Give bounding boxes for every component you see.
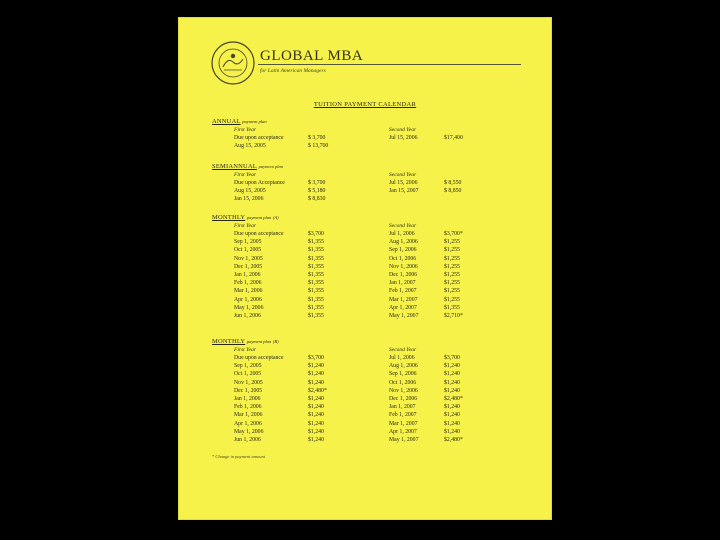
brand-divider <box>258 64 521 65</box>
plan-section <box>212 117 532 150</box>
first-year-payment-date: Jan 1, 2006 <box>234 396 261 402</box>
second-year-payment-date: Nov 1, 2006 <box>389 387 418 394</box>
second-year-payment-amount: $1,240 <box>444 404 460 411</box>
second-year-payment-date: Dec 1, 2006 <box>389 396 418 402</box>
second-year-payment-amount: $ 8,550 <box>444 180 462 186</box>
second-year-payment-amount: $1,255 <box>444 263 460 270</box>
plan-tag: (B) <box>272 339 279 344</box>
first-year-payment-date: Jun 1, 2006 <box>234 437 261 443</box>
second-year-payment-date: Aug 1, 2006 <box>389 239 418 246</box>
first-year-payment-amount: $1,240 <box>308 379 324 386</box>
first-year-payment-date: Jan 15, 2006 <box>234 196 264 203</box>
first-year-payment-amount: $1,355 <box>308 247 324 254</box>
first-year-payment-date: Jun 1, 2006 <box>234 313 261 319</box>
first-year-payment-amount: $1,355 <box>308 296 324 303</box>
first-year-payment-date: Apr 1, 2006 <box>234 296 262 303</box>
first-year-payment-amount: $1,355 <box>308 263 324 270</box>
first-year-payment-date: Sep 1, 2005 <box>234 363 262 370</box>
plan-name: SEMIANNUAL <box>212 163 257 170</box>
second-year-payment-amount: $2,710* <box>444 313 463 319</box>
second-year-payment-amount: $1,240 <box>444 412 460 419</box>
second-year-payment-amount: $1,255 <box>444 255 460 262</box>
institution-seal-icon <box>210 40 256 86</box>
second-year-payment-amount: $1,255 <box>444 288 460 295</box>
first-year-payment-date: Aug 15, 2005 <box>234 188 266 195</box>
second-year-payment-date: Jan 15, 2007 <box>389 188 419 195</box>
second-year-payment-date: Jul 1, 2006 <box>389 231 415 237</box>
second-year-payment-amount: $1,240 <box>444 379 460 386</box>
second-year-payment-date: Oct 1, 2006 <box>389 379 417 386</box>
first-year-payment-date: Due upon acceptance <box>234 231 284 237</box>
second-year-payment-amount: $2,480* <box>444 437 463 443</box>
first-year-payment-date: Nov 1, 2005 <box>234 379 263 386</box>
plan-section <box>212 162 532 203</box>
second-year-payment-date: Jan 1, 2007 <box>389 404 416 411</box>
first-year-payment-date: Feb 1, 2006 <box>234 280 262 287</box>
first-year-payment-date: Nov 1, 2005 <box>234 255 263 262</box>
second-year-payment-amount: $1,240 <box>444 363 460 370</box>
first-year-payment-date: Feb 1, 2006 <box>234 404 262 411</box>
plan-heading <box>212 337 532 346</box>
first-year-payment-amount: $3,700 <box>308 231 324 237</box>
second-year-label: Second Year <box>389 127 417 133</box>
first-year-payment-date: Due upon acceptance <box>234 135 284 141</box>
second-year-payment-date: Jul 1, 2006 <box>389 355 415 361</box>
second-year-label: Second Year <box>389 172 417 178</box>
first-year-payment-amount: $1,240 <box>308 437 324 443</box>
second-year-payment-date: Sep 1, 2006 <box>389 371 417 378</box>
brand-tagline: for Latin American Managers <box>260 68 326 74</box>
first-year-payment-amount: $1,355 <box>308 280 324 287</box>
second-year-payment-date: Sep 1, 2006 <box>389 247 417 254</box>
first-year-payment-date: Mar 1, 2006 <box>234 288 263 295</box>
first-year-payment-amount: $1,355 <box>308 304 324 311</box>
first-year-payment-date: Oct 1, 2005 <box>234 247 262 254</box>
first-year-payment-amount: $1,240 <box>308 420 324 427</box>
plan-section <box>212 337 532 443</box>
second-year-payment-amount: $1,240 <box>444 428 460 435</box>
second-year-payment-date: May 1, 2007 <box>389 313 419 319</box>
first-year-payment-date: Sep 1, 2005 <box>234 239 262 246</box>
second-year-payment-amount: $1,255 <box>444 239 460 246</box>
first-year-payment-amount: $1,240 <box>308 363 324 370</box>
second-year-payment-date: Dec 1, 2006 <box>389 272 418 278</box>
second-year-payment-amount: $1,255 <box>444 247 460 254</box>
brand-name: GLOBAL MBA <box>260 48 364 64</box>
first-year-payment-amount: $1,240 <box>308 396 324 402</box>
first-year-payment-date: Jan 1, 2006 <box>234 272 261 278</box>
second-year-payment-amount: $3,700 <box>444 355 460 361</box>
plan-section <box>212 213 532 319</box>
first-year-payment-date: Due upon acceptance <box>234 355 284 361</box>
second-year-payment-date: Nov 1, 2006 <box>389 263 418 270</box>
plan-name: ANNUAL <box>212 118 241 125</box>
plan-tag: (A) <box>272 215 279 220</box>
second-year-payment-date: Mar 1, 2007 <box>389 296 418 303</box>
document-page <box>178 17 552 520</box>
first-year-payment-amount: $1,355 <box>308 272 324 278</box>
second-year-payment-amount: $17,400 <box>444 135 463 141</box>
plan-heading <box>212 213 532 222</box>
first-year-payment-amount: $ 8,830 <box>308 196 326 203</box>
second-year-label: Second Year <box>389 223 417 229</box>
first-year-payment-date: Dec 1, 2005 <box>234 387 263 394</box>
second-year-payment-amount: $1,255 <box>444 272 460 278</box>
first-year-payment-amount: $ 13,700 <box>308 143 329 150</box>
second-year-payment-date: Mar 1, 2007 <box>389 420 418 427</box>
second-year-payment-amount: $1,255 <box>444 296 460 303</box>
first-year-payment-amount: $1,355 <box>308 255 324 262</box>
second-year-payment-date: Apr 1, 2007 <box>389 428 417 435</box>
first-year-payment-date: May 1, 2006 <box>234 304 264 311</box>
first-year-payment-amount: $1,355 <box>308 288 324 295</box>
second-year-payment-date: Jul 15, 2006 <box>389 135 418 141</box>
first-year-label: First Year <box>234 127 256 133</box>
first-year-payment-amount: $1,355 <box>308 313 324 319</box>
second-year-payment-date: Oct 1, 2006 <box>389 255 417 262</box>
second-year-payment-amount: $1,240 <box>444 387 460 394</box>
plan-suffix: payment plan <box>246 339 272 344</box>
first-year-payment-amount: $1,240 <box>308 428 324 435</box>
plan-suffix: payment plan <box>242 119 267 124</box>
second-year-payment-date: Feb 1, 2007 <box>389 288 417 295</box>
plan-heading <box>212 162 532 171</box>
second-year-payment-amount: $2,480* <box>444 396 463 402</box>
first-year-payment-amount: $2,480* <box>308 387 327 394</box>
plan-name: MONTHLY <box>212 214 246 221</box>
second-year-payment-date: Feb 1, 2007 <box>389 412 417 419</box>
first-year-payment-date: Apr 1, 2006 <box>234 420 262 427</box>
plan-heading <box>212 117 532 126</box>
second-year-payment-date: May 1, 2007 <box>389 437 419 443</box>
plan-suffix: payment plan <box>246 215 272 220</box>
second-year-payment-amount: $1,240 <box>444 420 460 427</box>
first-year-label: First Year <box>234 223 256 229</box>
first-year-payment-date: Dec 1, 2005 <box>234 263 263 270</box>
first-year-payment-amount: $1,355 <box>308 239 324 246</box>
document-title: TUITION PAYMENT CALENDAR <box>313 101 417 108</box>
first-year-payment-date: Oct 1, 2005 <box>234 371 262 378</box>
first-year-payment-date: Mar 1, 2006 <box>234 412 263 419</box>
second-year-payment-date: Jan 1, 2007 <box>389 280 416 287</box>
first-year-payment-amount: $1,240 <box>308 404 324 411</box>
second-year-payment-amount: $1,240 <box>444 371 460 378</box>
second-year-payment-date: Aug 1, 2006 <box>389 363 418 370</box>
second-year-payment-date: Jul 15, 2006 <box>389 180 418 186</box>
second-year-payment-date: Apr 1, 2007 <box>389 304 417 311</box>
first-year-payment-date: Aug 15, 2005 <box>234 143 266 150</box>
first-year-payment-amount: $1,240 <box>308 371 324 378</box>
second-year-payment-amount: $1,255 <box>444 280 460 287</box>
first-year-payment-amount: $ 3,700 <box>308 180 326 186</box>
footnote: * Change in payment amount <box>212 454 265 459</box>
first-year-payment-amount: $3,700 <box>308 355 324 361</box>
second-year-payment-amount: $ 8,850 <box>444 188 462 195</box>
second-year-payment-amount: $1,355 <box>444 304 460 311</box>
plan-suffix: payment plan <box>258 164 283 169</box>
first-year-payment-date: Due upon Acceptance <box>234 180 285 186</box>
first-year-payment-amount: $1,240 <box>308 412 324 419</box>
second-year-label: Second Year <box>389 347 417 353</box>
first-year-label: First Year <box>234 347 256 353</box>
plan-name: MONTHLY <box>212 338 246 345</box>
second-year-payment-amount: $3,700* <box>444 231 463 237</box>
first-year-label: First Year <box>234 172 256 178</box>
first-year-payment-amount: $ 3,700 <box>308 135 326 141</box>
first-year-payment-date: May 1, 2006 <box>234 428 264 435</box>
first-year-payment-amount: $ 5,180 <box>308 188 326 195</box>
